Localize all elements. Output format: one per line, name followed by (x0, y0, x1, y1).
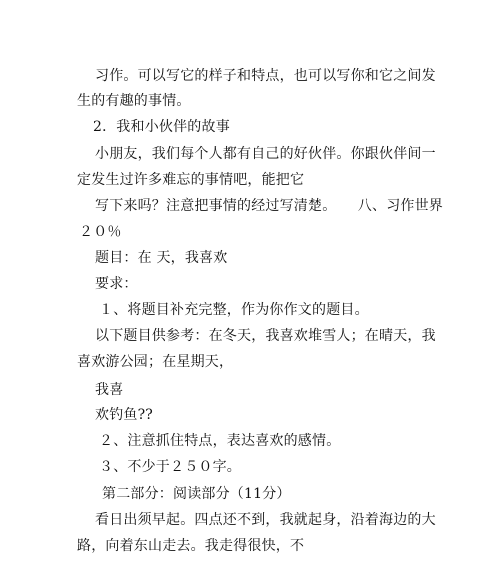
text-line-6: 写下来吗？注意把事情的经过写清楚。 八、习作世界 (95, 198, 443, 214)
text-line-17: 第二部分：阅读部分（11分） (102, 486, 291, 502)
text-line-9: 要求： (95, 276, 138, 292)
text-line-19: 路，向着东山走去。我走得很快，不 (77, 538, 305, 554)
text-line-13: 我喜 (95, 382, 124, 398)
text-line-2: 生的有趣的事情。 (77, 93, 191, 109)
text-line-8: 题目：在 天，我喜欢 (95, 250, 228, 266)
text-line-11: 以下题目供参考：在冬天，我喜欢堆雪人；在晴天，我 (95, 328, 436, 344)
text-line-7: ２０％ (79, 224, 122, 240)
text-line-12: 喜欢游公园；在星期天， (77, 354, 234, 370)
text-line-10: １、将题目补充完整，作为你作文的题目。 (99, 302, 369, 318)
text-line-14: 欢钓鱼?? (95, 407, 154, 423)
text-line-4: 小朋友，我们每个人都有自己的好伙伴。你跟伙伴间一 (95, 146, 436, 162)
text-line-3: 2．我和小伙伴的故事 (93, 119, 230, 135)
text-line-16: ３、不少于２５０字。 (99, 459, 241, 475)
text-line-5: 定发生过许多难忘的事情吧，能把它 (77, 172, 305, 188)
text-line-18: 看日出须早起。四点还不到，我就起身，沿着海边的大 (95, 512, 436, 528)
text-line-15: ２、注意抓住特点，表达喜欢的感情。 (99, 433, 341, 449)
text-line-1: 习作。可以写它的样子和特点，也可以写你和它之间发 (95, 68, 436, 84)
